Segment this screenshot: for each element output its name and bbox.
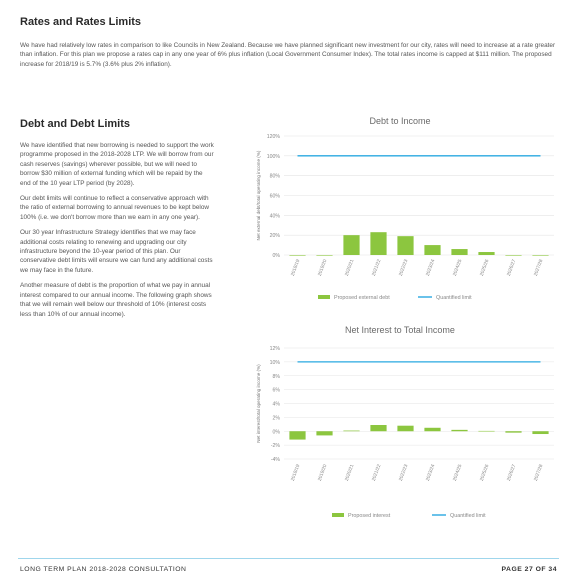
y-tick-label: 60% <box>269 193 280 200</box>
x-tick-label: 2023/24 <box>425 258 437 277</box>
section-title-rates: Rates and Rates Limits <box>20 16 142 28</box>
x-tick-label: 2021/22 <box>371 258 383 277</box>
x-tick-label: 2018/19 <box>290 258 302 277</box>
bar <box>370 232 386 255</box>
section-title-debt: Debt and Debt Limits <box>20 118 131 130</box>
bar <box>505 431 521 432</box>
bar <box>397 236 413 255</box>
bar <box>370 425 386 431</box>
legend-label: Proposed external debt <box>334 295 390 301</box>
bar <box>478 252 494 255</box>
bar <box>478 431 494 432</box>
y-tick-label: 12% <box>269 346 280 352</box>
bar <box>424 245 440 255</box>
footer-document-title: LONG TERM PLAN 2018-2028 CONSULTATION <box>20 566 187 573</box>
y-tick-label: 4% <box>272 401 280 408</box>
bar <box>343 431 359 432</box>
debt-text-column <box>20 141 215 325</box>
x-tick-label: 2022/23 <box>398 463 410 482</box>
bar <box>532 431 548 434</box>
bar <box>532 255 548 256</box>
rates-paragraph: We have had relatively low rates in comparison to like Councils in New Zealand. Because we have planned significant new investment for our city, rates will need to increase at a rate greater than inflation. For this plan we propose a rates cap in any one year of 6% plus inflation (Local Government Consumer Index). The total rates income is capped at $111 million. The proposed increase for 2018/19 is 5.7% (3.6% plus 2% inflation). <box>20 42 556 68</box>
legend-label: Quantified limit <box>436 295 472 301</box>
x-tick-label: 2027/28 <box>533 258 545 277</box>
y-tick-label: 2% <box>272 415 280 422</box>
y-tick-label: -2% <box>270 443 280 450</box>
legend-swatch <box>332 513 344 517</box>
y-tick-label: 10% <box>269 359 280 366</box>
bar <box>343 235 359 255</box>
debt-paragraph-2: Our debt limits will continue to reflect a conservative approach with the ratio of external borrowing to annual revenues to be kept below 100% (i.e. we don't borrow more than we earn in any one year). <box>20 195 209 221</box>
debt-paragraph-3: Our 30 year Infrastructure Strategy identifies that we may face additional costs relating to renewing and upgrading our city infrastructure beyond the 10-year period of this plan. Our conservative debt limits will ensure we can fund any additional costs we may face in the future. <box>20 229 213 274</box>
bar <box>289 431 305 439</box>
bar <box>505 255 521 256</box>
x-tick-label: 2026/27 <box>506 258 518 277</box>
x-tick-label: 2025/26 <box>479 258 491 277</box>
x-tick-label: 2024/25 <box>452 258 464 277</box>
x-tick-label: 2025/26 <box>479 463 491 482</box>
bar <box>316 255 332 256</box>
debt-paragraph-4: Another measure of debt is the proportion of what we pay in annual interest compared to our annual income. The following graph shows that we will remain well below our threshold of 10% (interest costs less than 10% of our annual income). <box>20 282 212 318</box>
x-tick-label: 2019/20 <box>317 258 329 277</box>
y-tick-label: 100% <box>266 153 280 160</box>
x-tick-label: 2024/25 <box>452 463 464 482</box>
bar <box>316 431 332 435</box>
y-tick-label: 6% <box>272 387 280 394</box>
chart-title: Debt to Income <box>369 116 431 126</box>
net-interest-svg <box>238 325 562 525</box>
y-tick-label: 0% <box>272 253 280 259</box>
x-tick-label: 2026/27 <box>506 463 518 482</box>
y-tick-label: 20% <box>269 233 280 240</box>
y-axis-label: Net interest/total operating income (%) <box>256 364 261 443</box>
x-tick-label: 2027/28 <box>533 463 545 482</box>
chart-title: Net Interest to Total Income <box>345 325 455 335</box>
bar <box>424 428 440 431</box>
legend-label: Quantified limit <box>450 513 486 519</box>
bar <box>397 426 413 432</box>
y-tick-label: 40% <box>269 213 280 220</box>
net-interest-chart <box>238 325 562 525</box>
x-tick-label: 2022/23 <box>398 258 410 277</box>
y-tick-label: -4% <box>270 457 280 463</box>
y-tick-label: 80% <box>269 173 280 180</box>
page-number: PAGE 27 OF 34 <box>501 566 557 573</box>
debt-paragraph-1: We have identified that new borrowing is needed to support the work programme proposed in the 2018-2028 LTP. We will borrow from our cash reserves (savings) wherever possible, but we will need to borrow $30 million of external funding which will be repaid by the end of the 10 year LTP period (by 2028). <box>20 142 214 187</box>
debt-to-income-svg <box>238 116 562 306</box>
bar <box>451 430 467 431</box>
bar <box>289 255 305 256</box>
legend-label: Proposed interest <box>348 513 391 519</box>
x-tick-label: 2021/22 <box>371 463 383 482</box>
y-tick-label: 120% <box>266 134 280 140</box>
y-tick-label: 0% <box>272 429 280 436</box>
x-tick-label: 2019/20 <box>317 463 329 482</box>
legend-swatch <box>318 295 330 299</box>
footer-divider <box>18 558 559 559</box>
x-tick-label: 2023/24 <box>425 463 437 482</box>
debt-to-income-chart <box>238 116 562 306</box>
x-tick-label: 2018/19 <box>290 463 302 482</box>
y-tick-label: 8% <box>272 373 280 380</box>
x-tick-label: 2020/21 <box>344 463 356 482</box>
y-axis-label: Net external debt/total operating income (%) <box>256 150 261 241</box>
x-tick-label: 2020/21 <box>344 258 356 277</box>
bar <box>451 249 467 255</box>
